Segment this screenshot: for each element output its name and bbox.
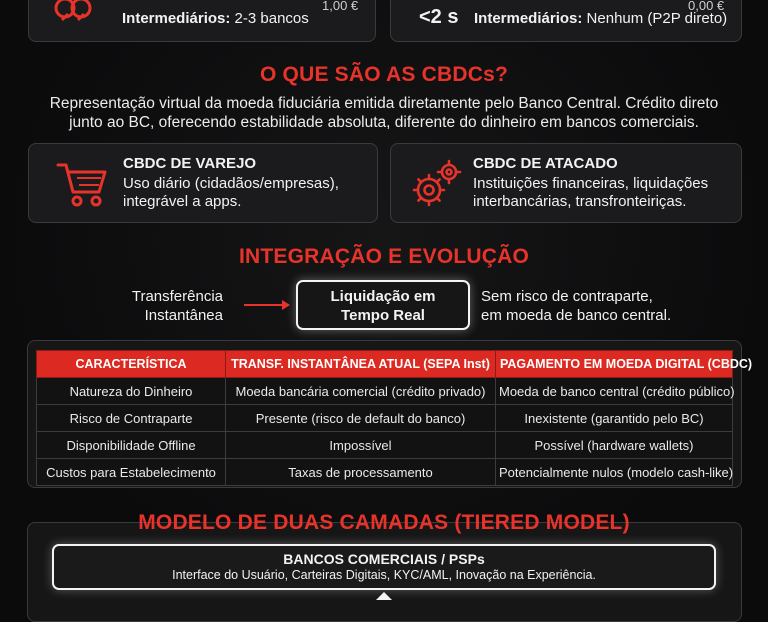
table-row <box>37 432 733 459</box>
definition-line: junto ao BC, oferecendo estabilidade absoluta, diferente do dinheiro em bancos comerciais. <box>69 114 699 131</box>
flow-line: Sem risco de contraparte, <box>481 288 653 305</box>
section-title-what-are-cbdcs: O QUE SÃO AS CBDCs? <box>259 63 509 86</box>
table-cell: Impossível <box>226 432 496 459</box>
table-cell: Potencialmente nulos (modelo cash-like) <box>496 459 733 486</box>
retail-cbdc-card <box>28 143 378 223</box>
table-row <box>37 459 733 486</box>
table-cell: Disponibilidade Offline <box>37 432 226 459</box>
section-title-tiered-model: MODELO DE DUAS CAMADAS (TIERED MODEL) <box>138 511 630 534</box>
flow-box-line: Liquidação em <box>330 288 436 305</box>
wholesale-cbdc-card <box>390 143 742 223</box>
table-cell: Risco de Contraparte <box>37 405 226 432</box>
wholesale-cbdc-title: CBDC DE ATACADO <box>473 155 618 172</box>
flow-line: Instantânea <box>144 307 223 324</box>
flow-box-line: Tempo Real <box>341 307 425 324</box>
comparison-table <box>36 350 753 486</box>
intermediaries-value: 2-3 bancos <box>234 10 309 27</box>
table-header: PAGAMENTO EM MOEDA DIGITAL (CBDC) <box>496 351 733 378</box>
description-line: Uso diário (cidadãos/empresas), <box>123 175 339 192</box>
commercial-banks-title: BANCOS COMERCIAIS / PSPs <box>283 551 485 567</box>
traditional-intermediaries <box>122 10 309 27</box>
retail-cbdc-description <box>123 175 339 211</box>
commercial-banks-description: Interface do Usuário, Carteiras Digitais, KYC/AML, Inovação na Experiência. <box>172 568 596 582</box>
table-header: TRANSF. INSTANTÂNEA ATUAL (SEPA Inst) <box>226 351 496 378</box>
table-cell: Possível (hardware wallets) <box>496 432 733 459</box>
table-cell: Natureza do Dinheiro <box>37 378 226 405</box>
flow-line: em moeda de banco central. <box>481 307 672 324</box>
description-line: Instituições financeiras, liquidações <box>473 175 709 192</box>
section-title-integration: INTEGRAÇÃO E EVOLUÇÃO <box>238 245 530 268</box>
table-cell: Presente (risco de default do banco) <box>226 405 496 432</box>
arrow-up-icon <box>374 592 394 602</box>
commercial-banks-box <box>52 544 716 590</box>
cbdc-price: 0,00 € <box>688 0 725 13</box>
traditional-price: 1,00 € <box>322 0 359 13</box>
real-time-settlement-box <box>296 280 470 330</box>
table-header-row <box>37 351 733 378</box>
table-header: CARACTERÍSTICA <box>37 351 226 378</box>
intermediaries-label: Intermediários: <box>474 10 583 27</box>
definition-line: Representação virtual da moeda fiduciária emitida diretamente pelo Banco Central. Crédito direto <box>49 95 719 112</box>
description-line: integrável a apps. <box>123 193 242 210</box>
table-cell: Moeda bancária comercial (crédito privado) <box>226 378 496 405</box>
table-cell: Custos para Estabelecimento <box>37 459 226 486</box>
comparison-table-card <box>27 340 753 488</box>
chain-link-icon <box>54 0 94 30</box>
arrow-right-icon <box>244 300 290 310</box>
cbdc-intermediaries <box>474 10 727 27</box>
cbdc-latency: <2 s <box>419 6 459 28</box>
no-counterparty-risk-label <box>481 287 671 325</box>
table-cell: Inexistente (garantido pelo BC) <box>496 405 733 432</box>
description-line: interbancárias, transfronteiriças. <box>473 193 687 210</box>
table-row <box>37 378 733 405</box>
shopping-cart-icon <box>55 160 109 208</box>
intermediaries-label: Intermediários: <box>122 10 231 27</box>
gears-icon <box>409 158 465 210</box>
wholesale-cbdc-description <box>473 175 708 211</box>
intermediaries-value: Nenhum (P2P direto) <box>586 10 728 27</box>
table-row <box>37 405 733 432</box>
flow-line: Transferência <box>131 288 223 305</box>
instant-transfer-label <box>132 287 223 325</box>
table-cell: Taxas de processamento <box>226 459 496 486</box>
cbdc-definition <box>30 94 738 132</box>
retail-cbdc-title: CBDC DE VAREJO <box>123 155 257 172</box>
table-cell: Moeda de banco central (crédito público) <box>496 378 733 405</box>
